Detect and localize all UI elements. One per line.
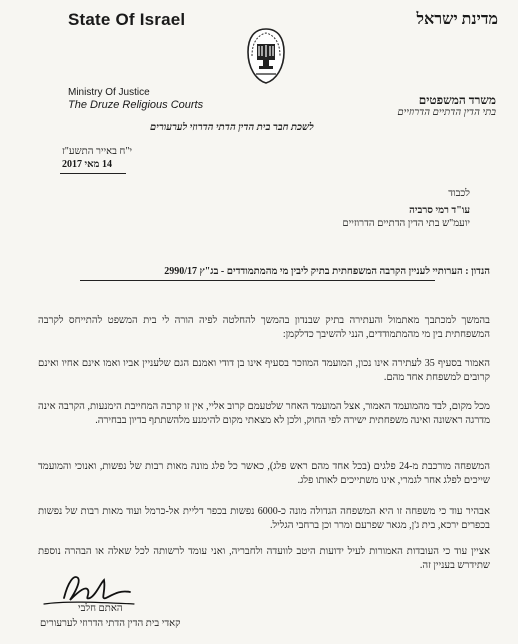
body-paragraph: מכל מקום, לבד מהמועמד האמור, אצל המועמד האחר שלטעמם קרוב אליי, אין זו קרבה המחייבת הימנעות, הקרבה אינה מדרגה ראשונה ואינה משפחתית ישירה לפי החוק, ולכן לא מצאתי מקום להימנע מלהשתתף בדיון בבחירה. bbox=[38, 401, 490, 426]
state-name-en: State Of Israel bbox=[68, 10, 186, 29]
recipient-label: לכבוד bbox=[448, 188, 470, 199]
ministry-name-en: Ministry Of Justice bbox=[68, 87, 150, 98]
body-paragraph: אבהיר עוד כי משפחה זו היא המשפחה הגדולה מונה כ-6000 נפשות בכפר דליית אל-כרמל ועוד מאות רבות של נפשות בכפרים ירכא, בית ג'ן, מגאר שפרעם ומרר וכן ברחבי הגליל. bbox=[38, 506, 490, 531]
body-paragraph: אציין עוד כי העובדות האמורות לעיל ידועות היטב לוועדה ולחבריה, ואני עומד לרשותה לכל שאלה או הבהרה נוספת שתידרש בעניין זה. bbox=[38, 546, 490, 571]
hebrew-date: י"ח באייר התשע"ז bbox=[62, 146, 133, 157]
recipient-name: עו"ד רמי סרביה bbox=[409, 205, 470, 216]
signatory-title: קאדי בית הדין הדתי הדרוזי לערעורים bbox=[40, 618, 181, 629]
gregorian-date: 14 מאי 2017 bbox=[62, 159, 112, 170]
subject-line: הנדון : הערותיי לעניין הקרבה המשפחתית בתיק ליבין מי מהמתמודדים - בג"ץ 2990/17 bbox=[164, 266, 490, 277]
office-line: לשכת חבר בית הדין הדתי הדרוזי לערעורים bbox=[150, 122, 314, 133]
signatory-name: האתם חלבי bbox=[78, 603, 123, 614]
courts-name-en: The Druze Religious Courts bbox=[68, 99, 204, 111]
body-paragraph: האמור בסעיף 35 לעתירה אינו נכון, המועמד המוזכר בסעיף אינו בן דודי ואמנם הגם שלעניין אביו ואמו אינם אחיו ואינם קרובים למשפחת אחד מהם. bbox=[38, 358, 491, 383]
body-paragraph: בהמשך למכתבך מאתמול והעתירה בתיק שבנדון בהמשך להחלטה לפיה הורה לי בית המשפט להתייחס לקרבה המשפחתית בין מי מהמתמודדים, הנני להשיבך כדלקמן: bbox=[38, 315, 490, 340]
state-name-he: מדינת ישראל bbox=[416, 11, 498, 28]
courts-name-he: בתי הדין הדתיים הדרוזיים bbox=[397, 107, 496, 118]
ministry-name-he: משרד המשפטים bbox=[418, 93, 496, 107]
body-paragraph: המשפחה מורכבת מ-24 פלגים (בכל אחד מהם ראש פלג), כאשר כל פלג מונה מאות רבות של נפשות, ואנוכי והמועמד שייכים לפלג אחר לגמרי, אינו משתייכים לאותו פלג. bbox=[38, 461, 490, 486]
date-underline bbox=[60, 173, 126, 174]
recipient-title: יועמ"ש בתי הדין הדתיים הדרוזיים bbox=[342, 218, 470, 229]
subject-underline bbox=[80, 280, 435, 281]
state-emblem-icon bbox=[246, 28, 286, 84]
